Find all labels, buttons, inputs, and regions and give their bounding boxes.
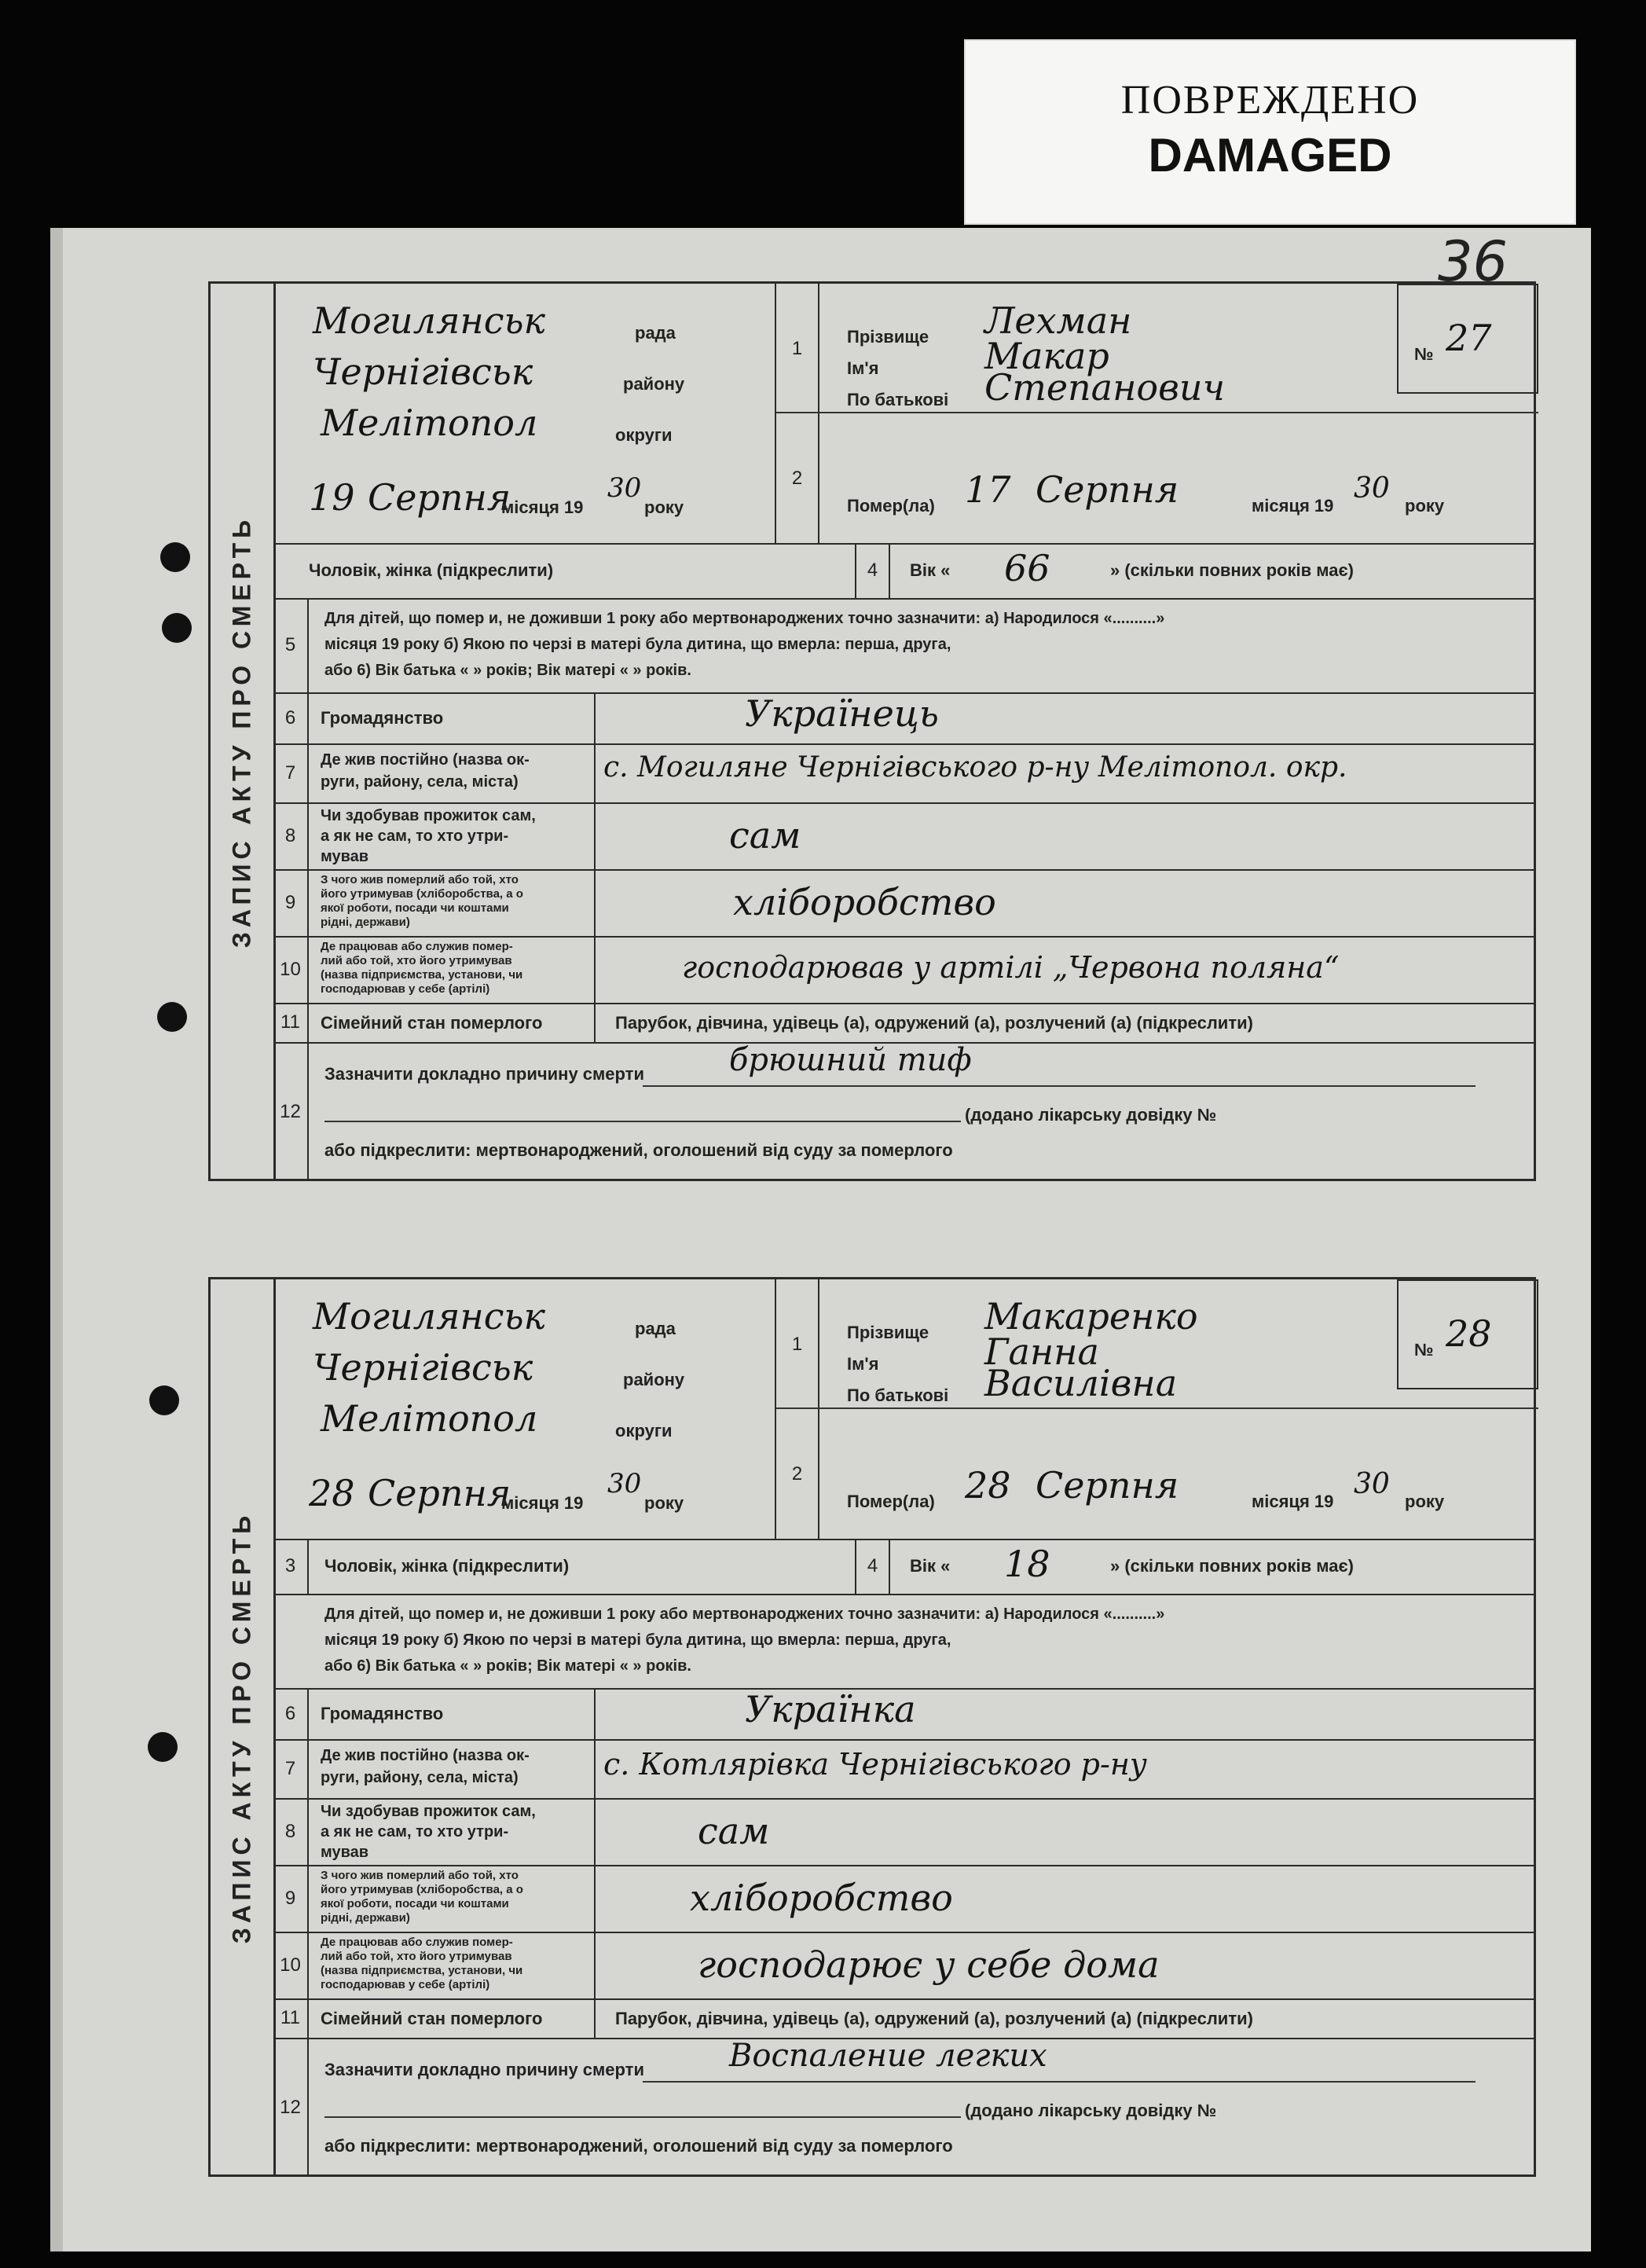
livelihood-label-1: З чого жив померлий або той, хто	[321, 873, 519, 886]
livelihood-label-3: якої роботи, посади чи коштами	[321, 901, 509, 915]
rayon-label: району	[623, 1370, 685, 1389]
punch-hole	[148, 1732, 178, 1762]
rayon-value: Чернігівськ	[313, 350, 533, 393]
support-label-cell	[309, 1798, 596, 1865]
citizenship-value: Українець	[745, 692, 939, 735]
workplace-label-4: господарював у себе (артілі)	[321, 1978, 490, 1991]
header-block	[273, 284, 1534, 545]
death-month-value: Серпня	[1036, 1464, 1179, 1506]
name-value: Макар	[984, 335, 1109, 377]
cause-line-2	[324, 2116, 961, 2118]
family-label-cell	[309, 1998, 596, 2038]
stillborn-label: або підкреслити: мертвонароджений, оголошений від суду за померлого	[324, 2136, 953, 2156]
reg-month-label: місяця 19	[501, 1493, 584, 1513]
field-number: 2	[776, 413, 819, 543]
livelihood-label-2: його утримував (хліборобства, а о	[321, 887, 523, 901]
punch-hole	[162, 613, 192, 643]
age-value: 66	[1004, 547, 1050, 589]
registration-cell	[273, 1279, 776, 1539]
row-support	[273, 1798, 1534, 1866]
row-children	[273, 1594, 1534, 1690]
children-line-2: місяця 19 року б) Якою по черзі в матері була дитина, що вмерла: перша, друга,	[324, 636, 951, 653]
row-support	[273, 802, 1534, 871]
livelihood-label-4: рідні, держави)	[321, 916, 410, 929]
citizenship-label-cell	[309, 1688, 596, 1739]
rayon-label: району	[623, 374, 685, 394]
death-record-2	[208, 1277, 1536, 2177]
surname-label: Прізвище	[847, 1323, 929, 1342]
workplace-label-cell	[309, 1932, 596, 1998]
record-number-box	[1397, 1279, 1538, 1389]
family-label-cell	[309, 1003, 596, 1042]
residence-label-cell	[309, 743, 596, 802]
workplace-label-4: господарював у себе (артілі)	[321, 982, 490, 996]
punch-hole	[160, 542, 190, 572]
row-cause	[273, 1042, 1534, 1181]
row-family	[273, 1998, 1534, 2039]
stamp-line-en: DAMAGED	[1148, 129, 1392, 182]
punch-hole	[157, 1002, 187, 1032]
surname-value: Макаренко	[984, 1295, 1198, 1338]
certificate-label: (додано лікарську довідку №	[965, 1105, 1217, 1125]
row-livelihood	[273, 869, 1534, 938]
patronymic-label: По батькові	[847, 1385, 949, 1405]
residence-value: с. Котлярівка Чернігівського р-ну	[603, 1747, 1147, 1782]
field-number: 4	[855, 543, 890, 598]
children-line-2: місяця 19 року б) Якою по черзі в матері була дитина, що вмерла: перша, друга,	[324, 1631, 951, 1649]
row-family	[273, 1003, 1534, 1044]
field-number: 9	[273, 1865, 309, 1932]
death-year-label: року	[1405, 1492, 1445, 1511]
field-number: 11	[273, 1003, 309, 1042]
name-value: Ганна	[984, 1330, 1099, 1373]
residence-label-2: руги, району, села, міста)	[321, 773, 519, 791]
field-number: 7	[273, 743, 309, 802]
row-sex-age	[273, 1539, 1534, 1595]
field-number: 12	[273, 2038, 309, 2177]
livelihood-label-4: рідні, держави)	[321, 1911, 410, 1925]
patronymic-label: По батькові	[847, 390, 949, 409]
reg-month-value: Серпня	[368, 476, 511, 519]
field-number: 7	[273, 1739, 309, 1798]
okruha-value: Мелітопол	[321, 402, 538, 444]
support-label-cell	[309, 802, 596, 869]
field-number: 1	[776, 284, 819, 413]
field-number: 9	[273, 869, 309, 936]
family-label: Сімейний стан померлого	[321, 2009, 543, 2028]
workplace-label-2: лий або той, хто його утримував	[321, 954, 512, 967]
row-sex-age	[273, 543, 1534, 600]
death-day-value: 28	[965, 1464, 1011, 1506]
children-line-3: або 6) Вік батька « » років; Вік матері « » років.	[324, 1657, 691, 1675]
rada-label: рада	[635, 1319, 676, 1338]
row-livelihood	[273, 1865, 1534, 1933]
workplace-label-cell	[309, 936, 596, 1003]
cause-line-2	[324, 1121, 961, 1122]
workplace-label-2: лий або той, хто його утримував	[321, 1950, 512, 1963]
residence-label-1: Де жив постійно (назва ок-	[321, 751, 530, 769]
field-number: 4	[855, 1539, 890, 1594]
surname-value: Лехман	[984, 299, 1132, 342]
age-after-label: » (скільки повних років має)	[1110, 1556, 1354, 1576]
name-label: Ім'я	[847, 358, 879, 378]
stamp-line-uk: ПОВРЕЖДЕНО	[1120, 78, 1420, 123]
workplace-label-1: Де працював або служив помер-	[321, 1936, 513, 1949]
field-number: 10	[273, 936, 309, 1003]
field-number: 5	[273, 598, 309, 692]
sex-label: Чоловік, жінка (підкреслити)	[324, 1556, 570, 1576]
support-label-2: а як не сам, то хто утри-	[321, 828, 509, 845]
livelihood-label-2: його утримував (хліборобства, а о	[321, 1883, 523, 1896]
row-citizenship	[273, 692, 1534, 745]
age-value: 18	[1004, 1543, 1050, 1585]
cause-line	[643, 2081, 1476, 2083]
patronymic-value: Василівна	[984, 1362, 1178, 1404]
workplace-value: господарює у себе дома	[698, 1943, 1160, 1986]
family-options: Парубок, дівчина, удівець (а), одружений (а), розлучений (а) (підкреслити)	[615, 1013, 1253, 1033]
died-label: Помер(ла)	[847, 1492, 935, 1511]
support-value: сам	[698, 1810, 770, 1852]
workplace-value: господарював у артілі „Червона поляна“	[682, 950, 1340, 985]
registration-cell	[273, 284, 776, 543]
children-line-1: Для дітей, що помер и, не доживши 1 року або мертвонароджених точно зазначити: а) Народилося «..........»	[324, 610, 1165, 627]
record-side-title	[211, 1279, 276, 2174]
cause-value: брюшний тиф	[729, 1042, 972, 1078]
patronymic-value: Степанович	[984, 366, 1226, 409]
workplace-label-1: Де працював або служив помер-	[321, 940, 513, 953]
livelihood-label-1: З чого жив померлий або той, хто	[321, 1869, 519, 1882]
support-label-3: мував	[321, 1844, 369, 1861]
cause-label: Зазначити докладно причину смерти	[324, 2060, 644, 2079]
livelihood-value: хліборобство	[690, 1877, 953, 1919]
number-label: №	[1414, 1340, 1434, 1360]
family-label: Сімейний стан померлого	[321, 1013, 543, 1033]
livelihood-label-cell	[309, 1865, 596, 1932]
name-label: Ім'я	[847, 1354, 879, 1374]
cause-label: Зазначити докладно причину смерти	[324, 1064, 644, 1084]
death-year-label: року	[1405, 496, 1445, 516]
okruha-label: округи	[615, 425, 673, 445]
rada-value: Могилянськ	[313, 1295, 545, 1338]
livelihood-label-3: якої роботи, посади чи коштами	[321, 1897, 509, 1910]
support-value: сам	[729, 814, 801, 857]
reg-month-value: Серпня	[368, 1472, 511, 1514]
surname-label: Прізвище	[847, 327, 929, 347]
reg-year-label: року	[644, 497, 684, 517]
support-label-2: а як не сам, то хто утри-	[321, 1823, 509, 1840]
support-label-1: Чи здобував прожиток сам,	[321, 807, 536, 824]
support-label-3: мував	[321, 848, 369, 865]
row-citizenship	[273, 1688, 1534, 1741]
header-block	[273, 1279, 1534, 1540]
residence-value: с. Могиляне Чернігівського р-ну Мелітопол. окр.	[603, 751, 1347, 784]
stillborn-label: або підкреслити: мертвонароджений, оголошений від суду за померлого	[324, 1140, 953, 1160]
field-number: 8	[273, 802, 309, 869]
support-label-1: Чи здобував прожиток сам,	[321, 1803, 536, 1820]
side-title-text: ЗАПИС АКТУ ПРО СМЕРТЬ	[227, 1510, 256, 1943]
field-number: 1	[776, 1279, 819, 1409]
cause-line	[643, 1085, 1476, 1087]
page-number: 36	[1438, 229, 1509, 294]
death-record-1	[208, 281, 1536, 1181]
reg-year-value: 30	[607, 472, 642, 504]
record-number: 28	[1446, 1312, 1492, 1355]
reg-year-value: 30	[607, 1468, 642, 1499]
field-number: 10	[273, 1932, 309, 1998]
okruha-value: Мелітопол	[321, 1397, 538, 1440]
row-workplace	[273, 1932, 1534, 2000]
row-residence	[273, 1739, 1534, 1800]
damaged-stamp	[964, 39, 1576, 225]
workplace-label-3: (назва підприємства, установи, чи	[321, 1964, 523, 1977]
rada-label: рада	[635, 323, 676, 343]
side-title-text: ЗАПИС АКТУ ПРО СМЕРТЬ	[227, 515, 256, 948]
death-month-value: Серпня	[1036, 468, 1179, 511]
residence-label-1: Де жив постійно (назва ок-	[321, 1747, 530, 1764]
record-number-box	[1397, 284, 1538, 394]
row-workplace	[273, 936, 1534, 1004]
workplace-label-3: (назва підприємства, установи, чи	[321, 968, 523, 982]
death-day-value: 17	[965, 468, 1011, 511]
divider	[776, 1407, 1538, 1409]
death-year-value: 30	[1354, 472, 1390, 505]
death-month-label: місяця 19	[1252, 496, 1334, 516]
rayon-value: Чернігівськ	[313, 1346, 533, 1389]
divider	[776, 412, 1538, 413]
sex-label: Чоловік, жінка (підкреслити)	[309, 560, 554, 580]
field-number: 3	[273, 1539, 309, 1594]
age-label: Вік «	[910, 560, 951, 580]
field-number: 8	[273, 1798, 309, 1865]
punch-hole	[149, 1385, 179, 1415]
died-label: Помер(ла)	[847, 496, 935, 516]
children-line-3: або 6) Вік батька « » років; Вік матері « » років.	[324, 662, 691, 679]
reg-month-label: місяця 19	[501, 497, 584, 517]
rada-value: Могилянськ	[313, 299, 545, 342]
livelihood-value: хліборобство	[733, 881, 996, 923]
field-number: 6	[273, 692, 309, 743]
record-number: 27	[1446, 317, 1492, 359]
field-number: 2	[776, 1409, 819, 1539]
citizenship-value: Українка	[745, 1688, 916, 1730]
record-side-title	[211, 284, 276, 1179]
death-month-label: місяця 19	[1252, 1492, 1334, 1511]
field-number: 11	[273, 1998, 309, 2038]
livelihood-label-cell	[309, 869, 596, 936]
reg-day-value: 28	[309, 1472, 355, 1514]
reg-year-label: року	[644, 1493, 684, 1513]
certificate-label: (додано лікарську довідку №	[965, 2101, 1217, 2120]
number-label: №	[1414, 344, 1434, 364]
cause-value: Воспаление легких	[729, 2038, 1047, 2074]
residence-label-2: руги, району, села, міста)	[321, 1769, 519, 1786]
okruha-label: округи	[615, 1421, 673, 1440]
children-line-1: Для дітей, що помер и, не доживши 1 року або мертвонароджених точно зазначити: а) Народилося «..........»	[324, 1606, 1165, 1623]
citizenship-label: Громадянство	[321, 708, 444, 728]
age-label: Вік «	[910, 1556, 951, 1576]
residence-label-cell	[309, 1739, 596, 1798]
citizenship-label: Громадянство	[321, 1704, 444, 1723]
citizenship-label-cell	[309, 692, 596, 743]
family-options: Парубок, дівчина, удівець (а), одружений (а), розлучений (а) (підкреслити)	[615, 2009, 1253, 2028]
field-number: 6	[273, 1688, 309, 1739]
row-children	[273, 598, 1534, 694]
row-residence	[273, 743, 1534, 804]
reg-day-value: 19	[309, 476, 355, 519]
row-cause	[273, 2038, 1534, 2177]
field-number: 12	[273, 1042, 309, 1181]
age-after-label: » (скільки повних років має)	[1110, 560, 1354, 580]
death-year-value: 30	[1354, 1468, 1390, 1500]
